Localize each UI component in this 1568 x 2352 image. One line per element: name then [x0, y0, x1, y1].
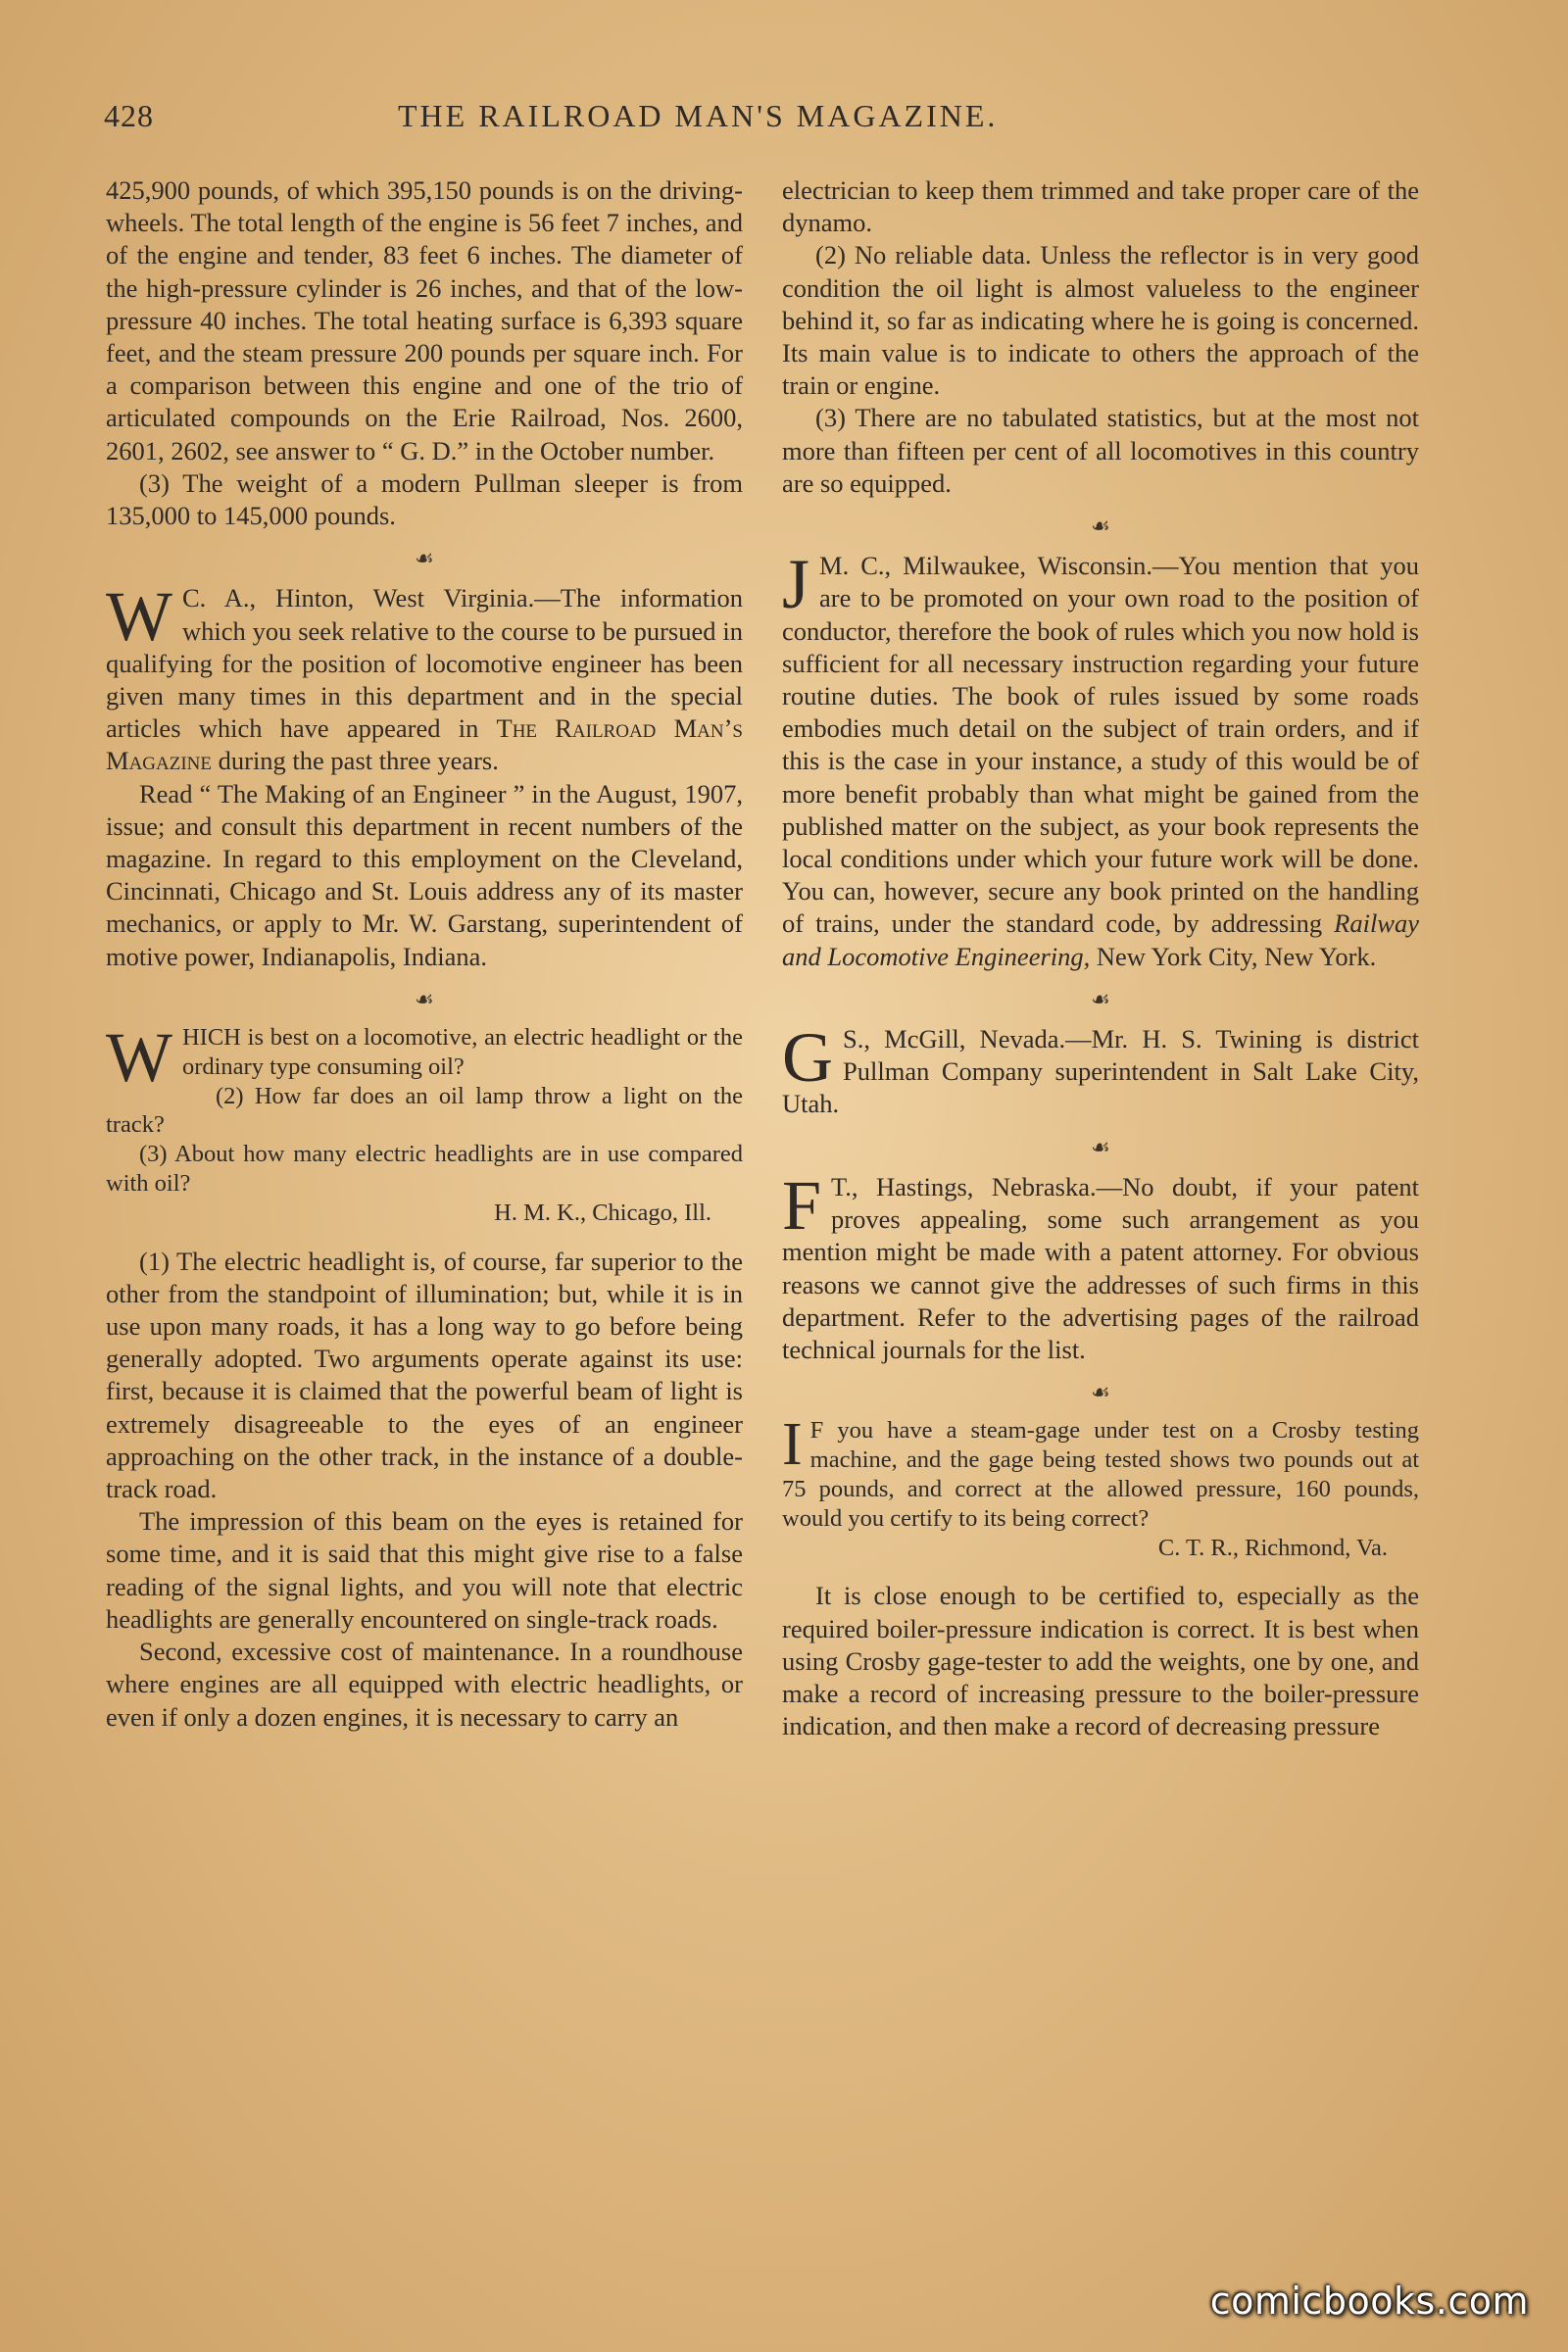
answer-paragraph: (1) The electric headlight is, of course, far superior to the other from the standpoint of illumination; but, while it is in use upon many roads, it has a long way to go before being generally adopted. Two arguments operate against its use: first, because it is claimed that the powerful beam of light is extremely disagreeable to the eyes of an engineer approaching on the other track, in the instance of a double-track road. [106, 1246, 743, 1504]
paragraph: (2) No reliable data. Unless the reflector is in very good condition the oil light is almost valueless to the engineer behind it, so far as indicating where he is going is concerned. Its main value is to indicate to others the approach of the train or engine. [782, 240, 1419, 401]
ornament-icon: ☙ [1091, 986, 1110, 1011]
journal-name: Railway and Locomotive Engineering, [782, 908, 1419, 971]
paragraph: (3) The weight of a modern Pullman sleeper is from 135,000 to 145,000 pounds. [106, 467, 743, 531]
question-signature: H. M. K., Chicago, Ill. [494, 1199, 711, 1226]
running-title: THE RAILROAD MAN'S MAGAZINE. [398, 98, 999, 133]
ornament-icon: ☙ [1091, 1134, 1110, 1159]
right-column [782, 174, 1419, 1742]
paragraph: electrician to keep them trimmed and take proper care of the dynamo. [782, 175, 1419, 238]
question-gage: I F you have a steam-gage under test on a Crosby testing machine, and the gage being tested shows two pounds out at 75 pounds, and correct at the allowed pressure, 160 pounds, would you certify to its being correct? [782, 1411, 1419, 1532]
answer-ft: F T., Hastings, Nebraska.—No doubt, if your patent proves appealing, some such arrangement as you mention might be made with a patent attorney. For obvious reasons we cannot give the addresses of such firms in this department. Refer to the advertising pages of the railroad technical journals for the list. [782, 1165, 1419, 1364]
answer-jmc: J M. C., Milwaukee, Wisconsin.—You mention that you are to be promoted on your own road to the position of conductor, therefore the book of rules which you now hold is sufficient for all necessary instruction regarding your future routine duties. The book of rules issued by some roads embodies much detail on the subject of train orders, and if this is the case in your instance, a study of this would be of more benefit probably than what might be gained from the published matter on the subject, as your book represents the local conditions under which your future work will be done. You can, however, secure any book printed on the handling of trains, under the standard code, by addressing Railway and Locomotive Engineering, New York City, New York. [782, 545, 1419, 971]
answer-paragraph: Second, excessive cost of maintenance. In a roundhouse where engines are all equipped with electric headlights, or even if only a dozen engines, it is necessary to carry an [106, 1637, 743, 1732]
page-number: 428 [104, 98, 154, 133]
question-2: (2) How far does an oil lamp throw a light on the track? [106, 1082, 743, 1139]
paragraph: 425,900 pounds, of which 395,150 pounds is on the driving-wheels. The total length of the engine is 56 feet 7 inches, and of the engine and tender, 83 feet 6 inches. The diameter of the high-pressure cylinder is 26 inches, and that of the low-pressure 40 inches. The total heating surface is 6,393 square feet, and the steam pressure 200 pounds per square inch. For a comparison between this engine and one of the trio of articulated compounds on the Erie Railroad, Nos. 2600, 2601, 2602, see answer to “ G. D.” in the October number. [106, 175, 743, 466]
answer-wca: W C. A., Hinton, West Virginia.—The information which you seek relative to the course to be pursued in qualifying for the position of locomotive engineer has been given many times in this department and in the special articles which have appeared in The Railroad Man’s Magazine during the past three years. [106, 577, 743, 776]
question-signature: C. T. R., Richmond, Va. [1157, 1534, 1388, 1561]
drop-cap: I [782, 1411, 803, 1479]
question-block [106, 1018, 743, 1228]
answer-paragraph: The impression of this beam on the eyes is retained for some time, and it is said that this might give rise to a false reading of the signal lights, and you will note that electric headlights are generally encountered on single-track roads. [106, 1506, 743, 1634]
drop-cap: W [106, 1018, 172, 1098]
ornament-icon: ☙ [1091, 514, 1110, 539]
ornament-icon: ☙ [415, 546, 434, 571]
drop-cap: G [782, 1018, 833, 1098]
question-3: (3) About how many electric headlights are in use compared with oil? [106, 1141, 743, 1198]
answer-paragraph: It is close enough to be certified to, especially as the required boiler-pressure indication is correct. It is best when using Crosby gage-tester to add the weights, one by one, and make a record of increasing pressure to the boiler-pressure indication, and then make a record of decreasing pressure [782, 1581, 1419, 1741]
paragraph: Read “ The Making of an Engineer ” in the August, 1907, issue; and consult this department in recent numbers of the magazine. In regard to this employment on the Cleveland, Cincinnati, Chicago and St. Louis address any of its master mechanics, or apply to Mr. W. Garstang, superintendent of motive power, Indianapolis, Indiana. [106, 778, 743, 971]
ornament-icon: ☙ [1091, 1380, 1110, 1405]
answer-gs: G S., McGill, Nevada.—Mr. H. S. Twining is district Pullman Company superintendent in Salt Lake City, Utah. [782, 1018, 1419, 1119]
paragraph: (3) There are no tabulated statistics, but at the most not more than fifteen per cent of all locomotives in this country are so equipped. [782, 403, 1419, 498]
left-column [106, 174, 743, 1734]
drop-cap: F [782, 1165, 822, 1245]
question-block [782, 1411, 1419, 1562]
question-1: WHICH is best on a locomotive, an electric headlight or the ordinary type consuming oil? [106, 1018, 743, 1098]
magazine-name: The Railroad Man’s Magazine [106, 713, 743, 776]
page-header [104, 98, 1417, 147]
drop-cap: W [106, 577, 172, 657]
site-watermark: comicbooks.com [1209, 2279, 1529, 2323]
ornament-icon: ☙ [415, 986, 434, 1011]
drop-cap: J [782, 545, 810, 624]
